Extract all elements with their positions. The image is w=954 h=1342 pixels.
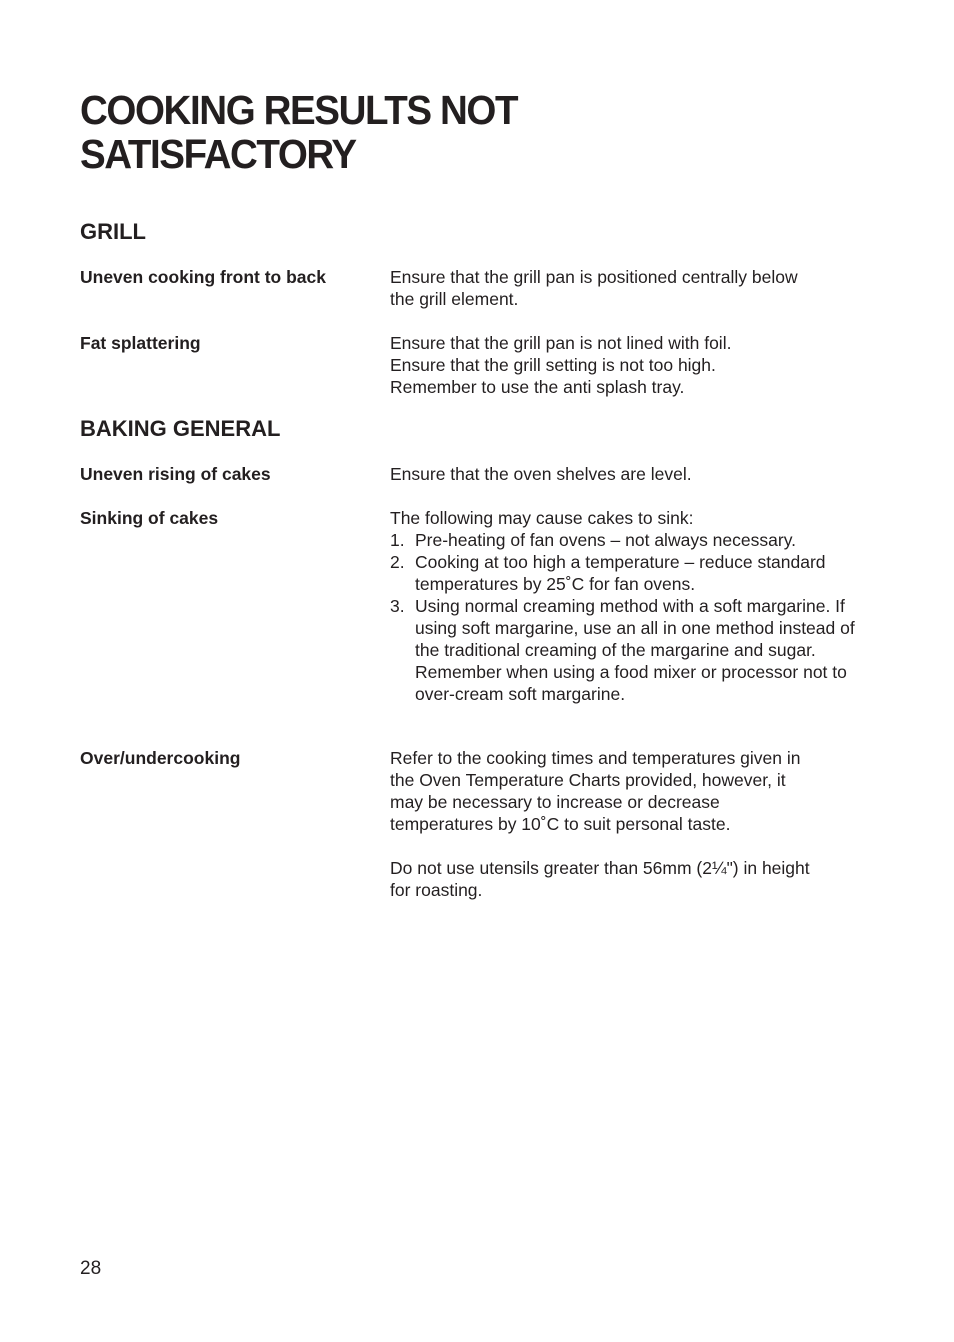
solution-over-undercooking [390, 747, 880, 901]
list-item [390, 551, 875, 595]
problem-label-uneven-rising: Uneven rising of cakes [80, 464, 271, 484]
solution-line: temperatures by 10˚C to suit personal taste. [390, 814, 731, 834]
solution-line: for roasting. [390, 880, 483, 900]
problem-label-over-undercooking: Over/undercooking [80, 748, 241, 768]
solution-line: Ensure that the oven shelves are level. [390, 464, 692, 484]
problem-label-sinking-of-cakes: Sinking of cakes [80, 508, 219, 528]
solution-uneven-cooking [390, 266, 880, 310]
list-item-number: 1. [390, 530, 405, 550]
solution-line: Refer to the cooking times and temperatures given in [390, 748, 801, 768]
page-title-line-1: COOKING RESULTS NOT [80, 87, 518, 133]
section-heading-grill: GRILL [80, 219, 146, 244]
list-item-text: Pre-heating of fan ovens – not always necessary. [415, 530, 797, 550]
list-item [390, 529, 875, 551]
page-title-line-2: SATISFACTORY [80, 131, 356, 177]
problem-label-fat-splattering: Fat splattering [80, 333, 201, 353]
solution-line: the Oven Temperature Charts provided, however, it [390, 770, 786, 790]
section-heading-baking-general: BAKING GENERAL [80, 416, 281, 441]
list-item-text: Using normal creaming method with a soft margarine. If using soft margarine, use an all in one method instead of the traditional creaming of the margarine and sugar. Remember when using a food mixer or processor not to over-cream soft margarine. [415, 596, 855, 704]
list-item-number: 3. [390, 596, 405, 616]
cause-list [390, 529, 875, 705]
solution-intro: The following may cause cakes to sink: [390, 508, 694, 528]
solution-line: Ensure that the grill pan is not lined with foil. [390, 333, 732, 353]
page-title [80, 88, 832, 176]
problem-label-uneven-cooking: Uneven cooking front to back [80, 267, 326, 287]
solution-line: Remember to use the anti splash tray. [390, 377, 685, 397]
solution-sinking-of-cakes [390, 507, 875, 705]
list-item [390, 595, 875, 705]
list-item-number: 2. [390, 552, 405, 572]
page-number: 28 [80, 1258, 102, 1279]
solution-line: Ensure that the grill setting is not too high. [390, 355, 716, 375]
list-item-text: Cooking at too high a temperature – reduce standard temperatures by 25˚C for fan ovens. [415, 552, 826, 594]
solution-fat-splattering [390, 332, 880, 398]
solution-line: Ensure that the grill pan is positioned centrally below [390, 267, 798, 287]
solution-uneven-rising [390, 463, 880, 485]
paragraph-spacer [390, 835, 880, 857]
solution-line: may be necessary to increase or decrease [390, 792, 720, 812]
solution-line: the grill element. [390, 289, 519, 309]
solution-line: Do not use utensils greater than 56mm (2¼") in height [390, 858, 810, 878]
